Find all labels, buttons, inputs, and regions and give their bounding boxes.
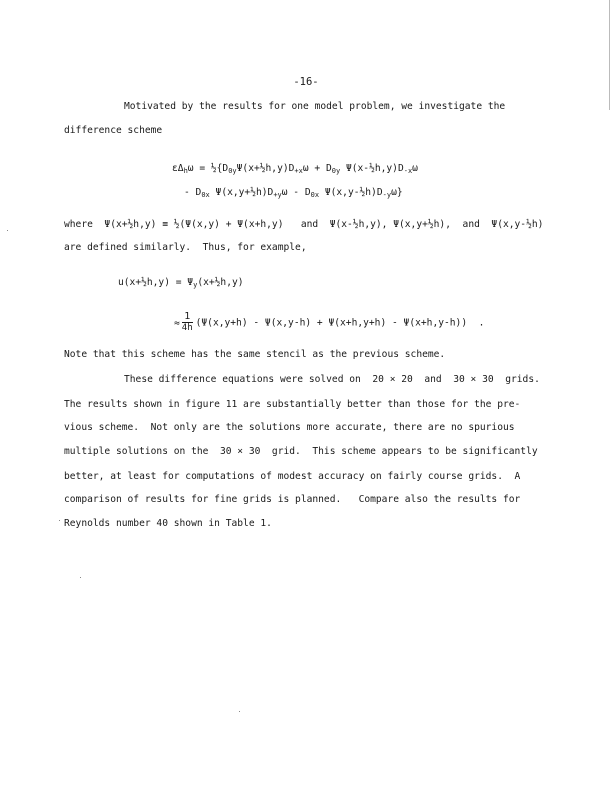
paragraph-line: vious scheme. Not only are the solutions more accurate, there are no spurious [64, 422, 515, 433]
fraction [182, 312, 193, 333]
eq-sub: 0x [310, 191, 320, 199]
eq-part: u(x+½h,y) = Ψ [118, 277, 194, 288]
paragraph-line: Note that this scheme has the same stencil as the previous scheme. [64, 349, 446, 360]
page-edge-line [609, 0, 610, 110]
eq-sub: h [183, 167, 188, 175]
speck [239, 711, 240, 712]
equation-line-3 [118, 277, 244, 289]
paragraph-line: The results shown in figure 11 are substantially better than those for the pre- [64, 399, 521, 410]
eq-part: ω + D [302, 163, 332, 174]
paragraph-line: multiple solutions on the 30 × 30 grid. This scheme appears to be significantly [64, 446, 538, 457]
eq-sub: +x [294, 167, 303, 175]
paragraph-line: These difference equations were solved on 20 × 20 and 30 × 30 grids. [124, 374, 540, 385]
eq-part: ω} [391, 187, 403, 198]
paragraph-line: comparison of results for fine grids is planned. Compare also the results for [64, 494, 521, 505]
fraction-denominator: 4h [181, 323, 193, 333]
paragraph-line: Reynolds number 40 shown in Table 1. [64, 518, 272, 529]
paragraph-line: better, at least for computations of modest accuracy on fairly course grids. A [64, 471, 521, 482]
speck [80, 577, 81, 578]
eq-part: (x+½h,y) [197, 277, 244, 288]
eq-part: - D [184, 187, 202, 198]
paragraph-line: Motivated by the results for one model problem, we investigate the [124, 101, 506, 112]
eq-part: Ψ(x,y-½h)D [319, 187, 383, 198]
eq-sub: 0y [228, 167, 237, 175]
paragraph-line: difference scheme [64, 125, 163, 136]
eq-part: ω = ½{D [187, 163, 229, 174]
eq-sub: 0x [201, 191, 210, 199]
eq-part: Ψ(x-½h,y)D [340, 163, 404, 174]
eq-sub: +y [273, 191, 282, 199]
approx-sign: ≈ [174, 317, 180, 329]
eq-part: (Ψ(x,y+h) - Ψ(x,y-h) + Ψ(x+h,y+h) - Ψ(x+h,y-h)) . [195, 317, 485, 329]
eq-sub: -x [403, 167, 413, 175]
eq-part: Ψ(x,y+½h)D [209, 187, 274, 198]
paragraph-line: are defined similarly. Thus, for example, [64, 242, 307, 253]
eq-part: Ψ(x+½h,y)D [236, 163, 295, 174]
eq-sub: 0y [331, 167, 341, 175]
eq-part: εΔ [172, 163, 184, 174]
page-number: -16- [293, 76, 319, 88]
fraction-numerator: 1 [182, 312, 193, 323]
paragraph-line: where Ψ(x+½h,y) ≡ ½(Ψ(x,y) + Ψ(x+h,y) and Ψ(x-½h,y), Ψ(x,y+½h), and Ψ(x,y-½h) [64, 219, 544, 230]
equation-line-1 [172, 163, 418, 175]
speck [59, 520, 60, 521]
eq-sub: -y [382, 191, 392, 199]
eq-sub: y [193, 281, 198, 289]
equation-line-2 [184, 187, 403, 199]
equation-line-4 [174, 312, 484, 333]
eq-part: ω [412, 163, 418, 174]
speck [7, 230, 8, 231]
eq-part: ω - D [281, 187, 311, 198]
